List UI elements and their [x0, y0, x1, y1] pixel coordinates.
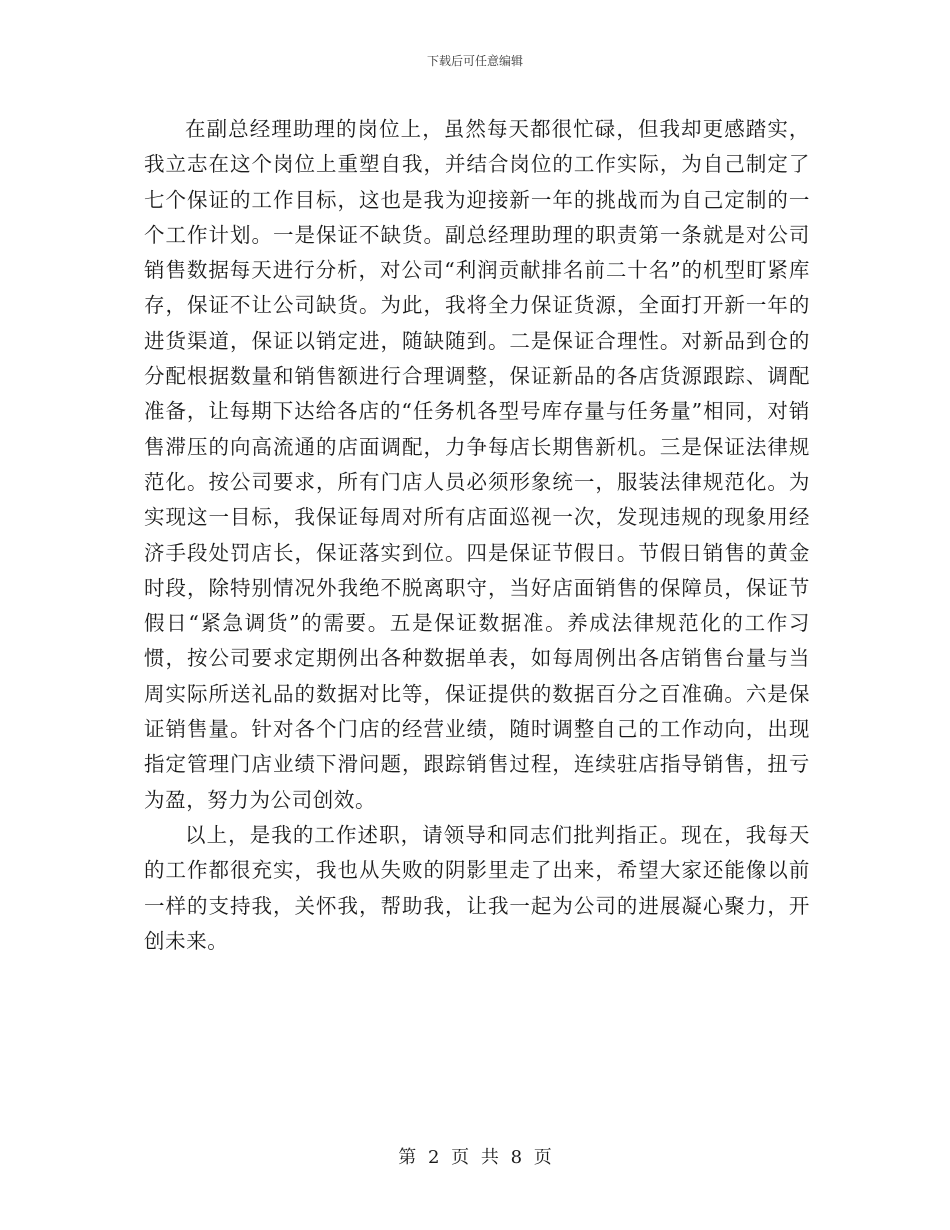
body-paragraph: 以上，是我的工作述职，请领导和同志们批判指正。现在，我每天的工作都很充实，我也从失败的阴影里走了出来，希望大家还能像以前一样的支持我，关怀我，帮助我，让我一起为公司的进展凝心聚力，开创未来。	[144, 822, 810, 953]
body-paragraph: 在副总经理助理的岗位上，虽然每天都很忙碌，但我却更感踏实，我立志在这个岗位上重塑自我，并结合岗位的工作实际，为自己制定了七个保证的工作目标，这也是我为迎接新一年的挑战而为自己定制的一个工作计划。一是保证不缺货。副总经理助理的职责第一条就是对公司销售数据每天进行分析，对公司“利润贡献排名前二十名”的机型盯紧库存，保证不让公司缺货。为此，我将全力保证货源，全面打开新一年的进货渠道，保证以销定进，随缺随到。二是保证合理性。对新品到仓的分配根据数量和销售额进行合理调整，保证新品的各店货源跟踪、调配准备，让每期下达给各店的“任务机各型号库存量与任务量”相同，对销售滞压的向高流通的店面调配，力争每店长期售新机。三是保证法律规范化。按公司要求，所有门店人员必须形象统一，服装法律规范化。为实现这一目标，我保证每周对所有店面巡视一次，发现违规的现象用经济手段处罚店长，保证落实到位。四是保证节假日。节假日销售的黄金时段，除特别情况外我绝不脱离职守，当好店面销售的保障员，保证节假日“紧急调货”的需要。五是保证数据准。养成法律规范化的工作习惯，按公司要求定期例出各种数据单表，如每周例出各店销售台量与当周实际所送礼品的数据对比等，保证提供的数据百分之百准确。六是保证销售量。针对各个门店的经营业绩，随时调整自己的工作动向，出现指定管理门店业绩下滑问题，跟踪销售过程，连续驻店指导销售，扭亏为盈，努力为公司创效。	[144, 117, 810, 812]
document-body	[144, 112, 810, 959]
page-header-note: 下载后可任意编辑	[426, 54, 523, 68]
page-number: 第 2 页 共 8 页	[398, 1147, 552, 1168]
